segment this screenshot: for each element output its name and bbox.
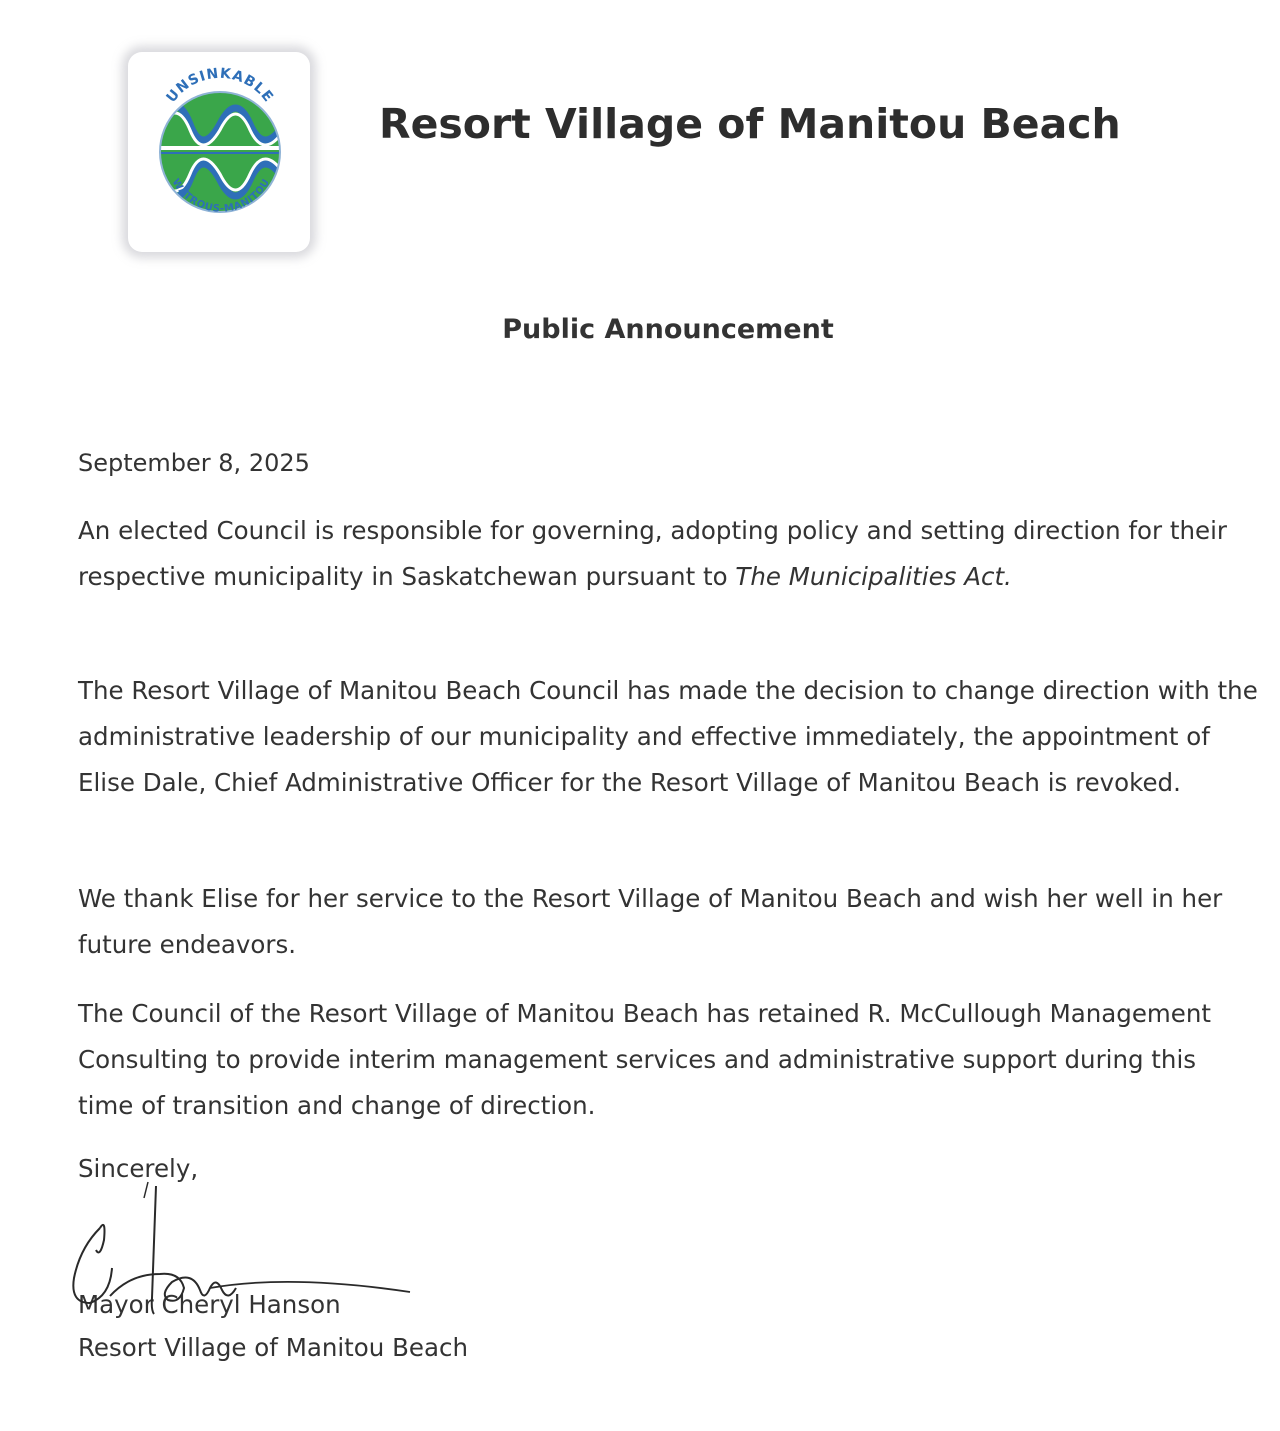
paragraph-decision: The Resort Village of Manitou Beach Council has made the decision to change direction with the administrative leadership of our municipality and effective immediately, the appointment of Elise Dale, Chief Administrative Officer for the Resort Village of Manitou Beach is revoked. [78,676,1258,797]
act-name: The Municipalities Act. [735,562,1012,591]
signer-organization: Resort Village of Manitou Beach [78,1333,468,1362]
page-title: Resort Village of Manitou Beach [379,100,1121,148]
logo-bottom-text: WATROUS-MANITOU [169,177,273,215]
announcement-date: September 8, 2025 [78,449,310,477]
logo [128,52,310,252]
signer-name: Mayor Cheryl Hanson [78,1290,341,1319]
paragraph-council-role [78,508,1258,600]
unsinkable-wave-emblem-icon [128,52,310,252]
logo-top-text: UNSINKABLE [163,65,277,106]
handwritten-signature [60,1178,440,1328]
announcement-title: Public Announcement [502,314,834,345]
paragraph-council-role-text: An elected Council is responsible for governing, adopting policy and setting direction for their respective municipality in Saskatchewan pursuant to [78,516,1227,591]
paragraph-interim-management: The Council of the Resort Village of Manitou Beach has retained R. McCullough Management Consulting to provide interim management services and administrative support during this time of transition and change of direction. [78,999,1211,1120]
valediction: Sincerely, [78,1154,199,1183]
paragraph-thanks: We thank Elise for her service to the Resort Village of Manitou Beach and wish her well in her future endeavors. [78,884,1223,959]
